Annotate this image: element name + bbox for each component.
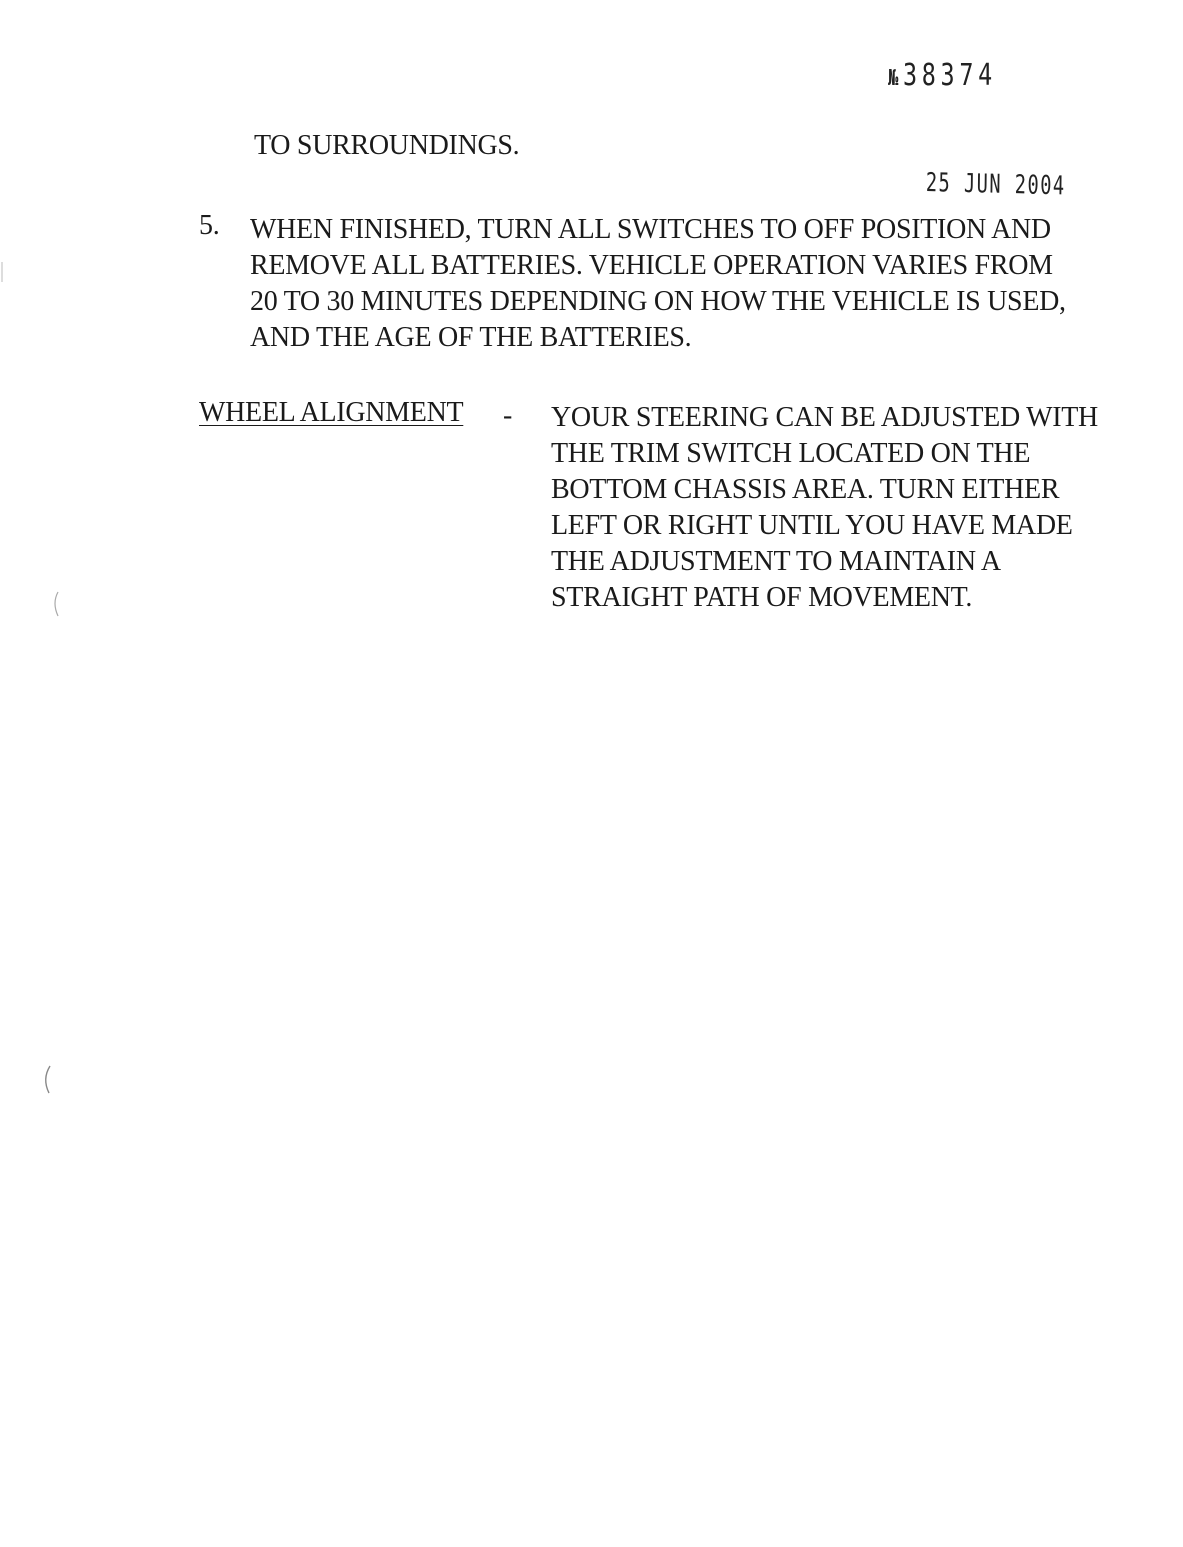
scan-mark bbox=[46, 1066, 50, 1093]
wheel-alignment-text bbox=[551, 400, 1098, 616]
wheel-alignment-heading: WHEEL ALIGNMENT bbox=[199, 397, 464, 428]
heading-separator: - bbox=[503, 400, 513, 431]
wheel-alignment-line: THE TRIM SWITCH LOCATED ON THE bbox=[551, 438, 1031, 469]
item-5-line: REMOVE ALL BATTERIES. VEHICLE OPERATION VARIES FROM bbox=[250, 250, 1053, 281]
wheel-alignment-line: BOTTOM CHASSIS AREA. TURN EITHER bbox=[551, 474, 1060, 505]
item-5-text bbox=[250, 212, 1130, 356]
wheel-alignment-line: THE ADJUSTMENT TO MAINTAIN A bbox=[551, 546, 1001, 577]
scan-mark bbox=[55, 592, 58, 616]
number-sign: № bbox=[888, 66, 899, 91]
wheel-alignment-line: STRAIGHT PATH OF MOVEMENT. bbox=[551, 582, 973, 613]
item-5-line: AND THE AGE OF THE BATTERIES. bbox=[250, 322, 692, 353]
wheel-alignment-line: YOUR STEERING CAN BE ADJUSTED WITH bbox=[551, 402, 1098, 433]
item-5-line: WHEN FINISHED, TURN ALL SWITCHES TO OFF POSITION AND bbox=[250, 214, 1051, 245]
wheel-alignment-line: LEFT OR RIGHT UNTIL YOU HAVE MADE bbox=[551, 510, 1073, 541]
continuation-line: TO SURROUNDINGS. bbox=[254, 130, 520, 161]
item-number: 5. bbox=[199, 210, 220, 241]
document-number-stamp bbox=[888, 58, 997, 93]
item-5-line: 20 TO 30 MINUTES DEPENDING ON HOW THE VEHICLE IS USED, bbox=[250, 286, 1066, 317]
document-number: 38374 bbox=[903, 58, 997, 93]
date-stamp: 25 JUN 2004 bbox=[925, 168, 1066, 202]
